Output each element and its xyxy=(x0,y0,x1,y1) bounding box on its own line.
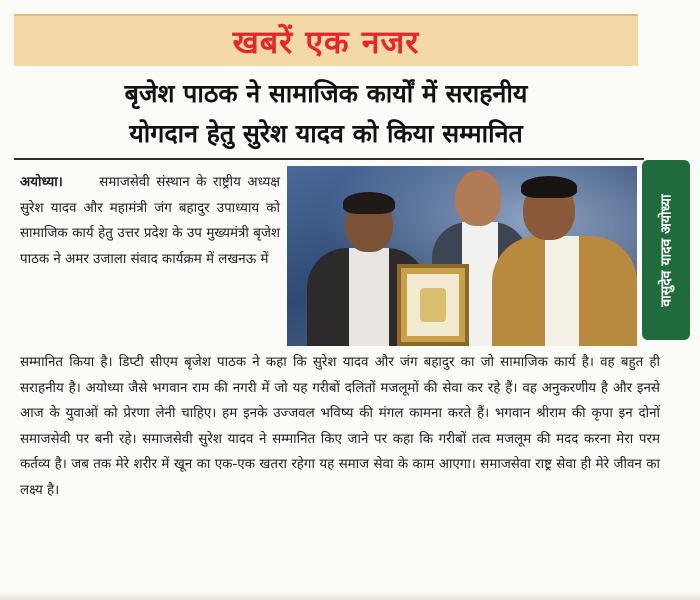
clipping-bottom-edge xyxy=(0,592,700,600)
article-column-body: समाजसेवी संस्थान के राष्ट्रीय अध्यक्ष सुरेश यादव और महामंत्री जंग बहादुर उपाध्याय को सामाजिक कार्य हेतु उत्तर प्रदेश के उप मुख्यमंत्री बृजेश पाठक ने अमर उजाला संवाद कार्यक्रम में लखनऊ में xyxy=(20,175,280,267)
headline-line-2: योगदान हेतु सुरेश यादव को किया सम्मानित xyxy=(129,119,523,148)
reporter-credit-tag xyxy=(642,160,690,340)
photo-person-right-shirt xyxy=(545,236,579,346)
award-emblem xyxy=(420,288,446,322)
reporter-credit-text: वासुदेव यादव अयोध्या xyxy=(658,193,675,307)
section-banner-title: खबरें एक नजर xyxy=(232,22,420,61)
headline-line-1: बृजेश पाठक ने सामाजिक कार्यों में सराहनीय xyxy=(124,79,528,108)
section-banner xyxy=(14,14,638,66)
photo-person-left-shirt xyxy=(349,248,389,346)
headline-divider xyxy=(14,158,644,160)
article-column-text xyxy=(20,170,280,272)
news-photo xyxy=(287,166,637,346)
photo-person-left-hair xyxy=(343,192,395,214)
article-headline xyxy=(14,74,638,154)
photo-person-middle-head xyxy=(455,170,501,226)
article-full-text: सम्मानित किया है। डिप्टी सीएम बृजेश पाठक ने कहा कि सुरेश यादव और जंग बहादुर का जो सामाजिक कार्य है। वह बहुत ही सराहनीय है। अयोध्या जैसे भगवान राम की नगरी में जो यह गरीबों दलितों मजलूमों की सेवा कर रहे हैं। वह अनुकरणीय है और इनसे आज के युवाओं को प्रेरणा लेनी चाहिए। हम इनके उज्जवल भविष्य की मंगल कामना करते हैं। भगवान श्रीराम की कृपा इन दोनों समाजसेवी पर बनी रहे। समाजसेवी सुरेश यादव ने सम्मानित किए जाने पर कहा कि गरीबों तत्व मजलूम की मदद करना मेरा परम कर्तव्य है। जब तक मेरे शरीर में खून का एक-एक खतरा रहेगा यह समाज सेवा के काम आएगा। समाजसेवा राष्ट्र सेवा ही मेरे जीवन का लक्ष्य है। xyxy=(20,355,660,498)
article-dateline: अयोध्या। xyxy=(20,175,63,190)
photo-person-right-hair xyxy=(521,176,577,198)
